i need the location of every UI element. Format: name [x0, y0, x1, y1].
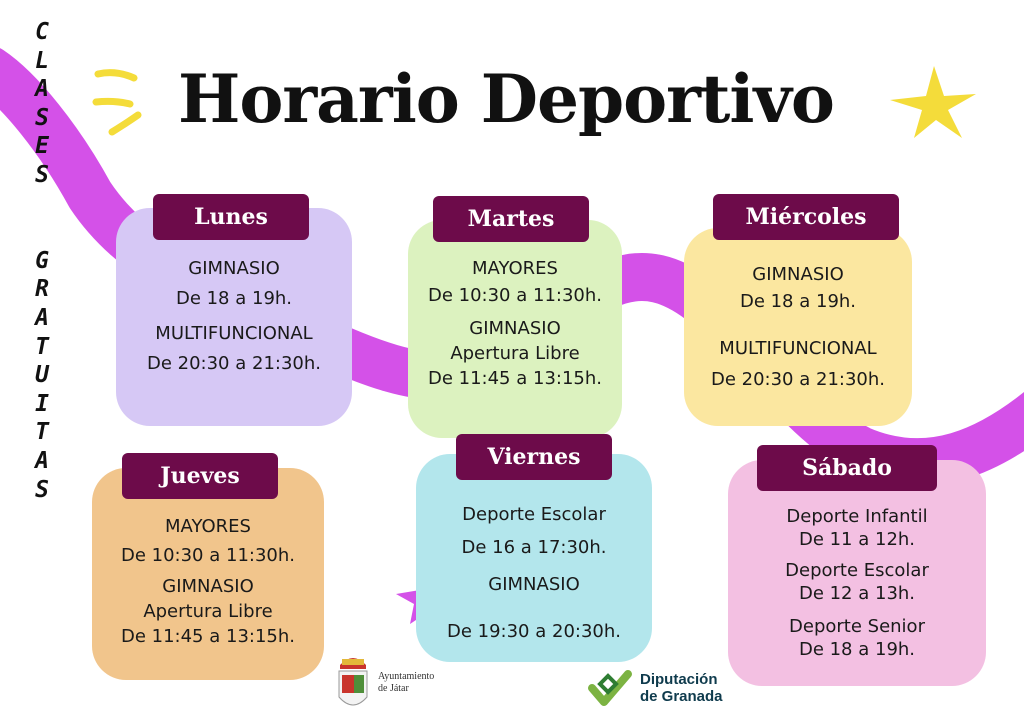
martes-line: MAYORES [472, 258, 558, 279]
side-letter: U [35, 362, 49, 389]
yellow-sparkle-lines-icon [96, 73, 138, 132]
yellow-star-icon [890, 66, 976, 138]
side-letter: A [35, 304, 49, 331]
martes-line: De 11:45 a 13:15h. [427, 368, 602, 389]
side-vertical-text [24, 18, 60, 504]
side-letter: I [35, 390, 49, 417]
sabado-line: Deporte Escolar [785, 560, 929, 581]
card-miercoles [684, 228, 912, 426]
side-letter: A [35, 76, 49, 103]
ayuntamiento-logo [334, 648, 474, 718]
miercoles-line: MULTIFUNCIONAL [719, 338, 877, 359]
jueves-line: GIMNASIO [162, 576, 254, 597]
jueves-line: De 10:30 a 11:30h. [120, 545, 295, 566]
diputacion-logo [588, 664, 748, 712]
coat-of-arms-icon [334, 651, 372, 715]
lunes-line: De 18 a 19h. [175, 288, 293, 309]
badge-martes: Martes [433, 196, 589, 242]
jueves-line: Apertura Libre [143, 601, 273, 622]
card-lunes [116, 208, 352, 426]
side-letter: S [35, 161, 49, 188]
side-letter: R [35, 276, 49, 303]
card-jueves [92, 468, 324, 680]
diputacion-line: de Granada [640, 688, 723, 705]
miercoles-line: GIMNASIO [752, 264, 844, 285]
martes-line: Apertura Libre [450, 343, 580, 364]
side-letter: T [35, 419, 49, 446]
side-letter: C [35, 19, 49, 45]
side-letter: A [35, 447, 49, 474]
lunes-line: MULTIFUNCIONAL [155, 323, 313, 344]
sabado-line: De 11 a 12h. [798, 529, 916, 550]
jueves-line: MAYORES [165, 516, 251, 537]
viernes-line: De 16 a 17:30h. [461, 537, 607, 558]
badge-miercoles: Miércoles [713, 194, 899, 240]
miercoles-line: De 18 a 19h. [739, 291, 857, 312]
sabado-line: Deporte Senior [789, 616, 925, 637]
diputacion-logo-icon [588, 668, 632, 708]
diputacion-line: Diputación [640, 671, 718, 688]
badge-viernes: Viernes [456, 434, 612, 480]
lunes-line: GIMNASIO [188, 258, 280, 279]
sabado-line: De 12 a 13h. [798, 583, 916, 604]
card-martes [408, 220, 622, 438]
sabado-line: Deporte Infantil [786, 506, 928, 527]
sabado-line: De 18 a 19h. [798, 639, 916, 660]
viernes-line: De 19:30 a 20:30h. [446, 621, 621, 642]
page-title: Horario Deportivo [178, 60, 834, 138]
badge-jueves: Jueves [122, 453, 278, 499]
side-letter: S [35, 476, 49, 503]
side-letter: T [35, 333, 49, 360]
lunes-line: De 20:30 a 21:30h. [146, 353, 321, 374]
miercoles-line: De 20:30 a 21:30h. [710, 369, 885, 390]
card-viernes [416, 454, 652, 662]
jueves-line: De 11:45 a 13:15h. [120, 626, 295, 647]
side-letter: L [35, 47, 49, 74]
viernes-line: GIMNASIO [488, 574, 580, 595]
side-letter: S [35, 104, 49, 131]
badge-lunes: Lunes [153, 194, 309, 240]
side-letter: G [35, 247, 49, 274]
badge-sabado: Sábado [757, 445, 937, 491]
side-letter: E [35, 133, 49, 160]
ayuntamiento-line: Ayuntamiento [378, 671, 435, 682]
martes-line: GIMNASIO [469, 318, 561, 339]
ayuntamiento-line: de Játar [378, 683, 409, 694]
martes-line: De 10:30 a 11:30h. [427, 285, 602, 306]
card-sabado [728, 460, 986, 686]
viernes-line: Deporte Escolar [462, 504, 606, 525]
